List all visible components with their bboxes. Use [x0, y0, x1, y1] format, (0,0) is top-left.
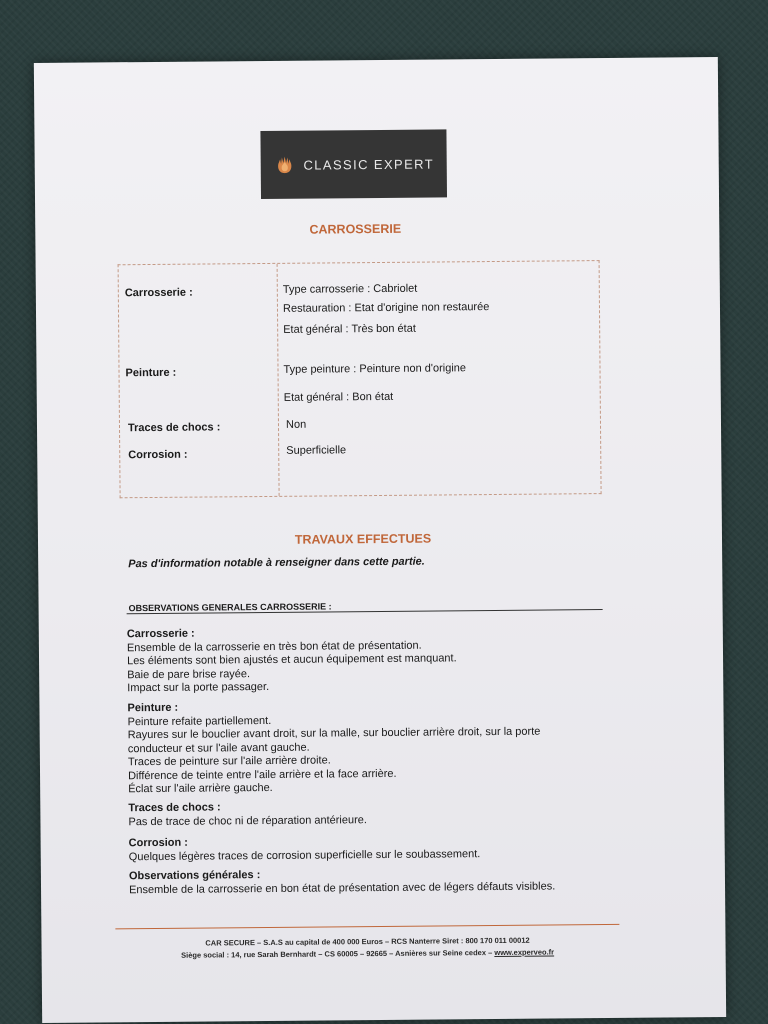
observation-title: Observations générales :: [128, 869, 261, 883]
observation-line: conducteur et sur l'aile avant gauche.: [127, 741, 310, 755]
observation-title: Corrosion :: [128, 836, 188, 850]
carrosserie-value-type: Type carrosserie : Cabriolet: [282, 282, 418, 296]
table-divider: [277, 264, 280, 496]
observation-line: Peinture refaite partiellement.: [127, 714, 272, 728]
observations-heading: OBSERVATIONS GENERALES CARROSSERIE :: [128, 601, 332, 614]
carrosserie-value-etat: Etat général : Très bon état: [283, 322, 416, 336]
chocs-value: Non: [285, 418, 307, 431]
brand-name: CLASSIC EXPERT: [303, 156, 435, 173]
observation-carrosserie: [127, 624, 608, 696]
travaux-note: Pas d'information notable à renseigner dans cette partie.: [128, 555, 425, 571]
peinture-value-type: Type peinture : Peinture non d'origine: [283, 362, 467, 376]
observation-line: Différence de teinte entre l'aile arrière et la face arrière.: [127, 767, 397, 782]
corrosion-value: Superficielle: [286, 444, 347, 457]
footer-website-link[interactable]: www.experveo.fr: [494, 947, 555, 958]
travaux-title: TRAVAUX EFFECTUES: [294, 531, 432, 547]
carrosserie-value-restauration: Restauration : Etat d'origine non restaurée: [282, 301, 490, 315]
observation-corrosion: [129, 833, 609, 864]
observation-line: Éclat sur l'aile arrière gauche.: [128, 781, 273, 796]
document-page: [34, 57, 726, 1023]
observation-title: Traces de chocs :: [128, 801, 221, 815]
observation-line: Impact sur la porte passager.: [127, 680, 270, 695]
observation-generales: [129, 866, 609, 897]
footer-company-line: CAR SECURE – S.A.S au capital de 400 000 Euros – RCS Nanterre Siret : 800 170 011 00012: [205, 935, 530, 948]
observation-title: Peinture :: [127, 701, 179, 715]
chocs-label: Traces de chocs :: [127, 421, 221, 435]
peinture-value-etat: Etat général : Bon état: [283, 390, 394, 404]
footer-address: Siège social : 14, rue Sarah Bernhardt – CS 60005 – 92665 – Asnières sur Seine cedex –: [181, 948, 495, 960]
flame-hand-icon: [273, 154, 295, 176]
corrosion-label: Corrosion :: [128, 448, 188, 462]
carrosserie-label: Carrosserie :: [124, 286, 193, 300]
footer-rule: [115, 924, 619, 929]
observation-line: Ensemble de la carrosserie en bon état de présentation avec de légers défauts visibles.: [128, 879, 556, 896]
carrosserie-summary-table: [118, 260, 602, 498]
observation-line: Baie de pare brise rayée.: [127, 667, 251, 681]
peinture-label: Peinture :: [125, 366, 177, 380]
footer-address-line: [116, 947, 620, 960]
observation-chocs: [128, 798, 608, 829]
observation-line: Traces de peinture sur l'aile arrière droite.: [127, 754, 331, 769]
observation-title: Carrosserie :: [126, 627, 195, 641]
section-title: CARROSSERIE: [309, 221, 402, 237]
observation-line: Ensemble de la carrosserie en très bon état de présentation.: [126, 639, 422, 654]
brand-logo: [260, 129, 447, 199]
observation-peinture: [127, 698, 608, 797]
observation-line: Quelques légères traces de corrosion superficielle sur le soubassement.: [128, 847, 481, 863]
observation-line: Les éléments sont bien ajustés et aucun équipement est manquant.: [126, 652, 457, 668]
observation-line: Pas de trace de choc ni de réparation antérieure.: [128, 813, 367, 828]
observation-line: Rayures sur le bouclier avant droit, sur la malle, sur bouclier arrière droit, sur la porte: [127, 725, 541, 742]
